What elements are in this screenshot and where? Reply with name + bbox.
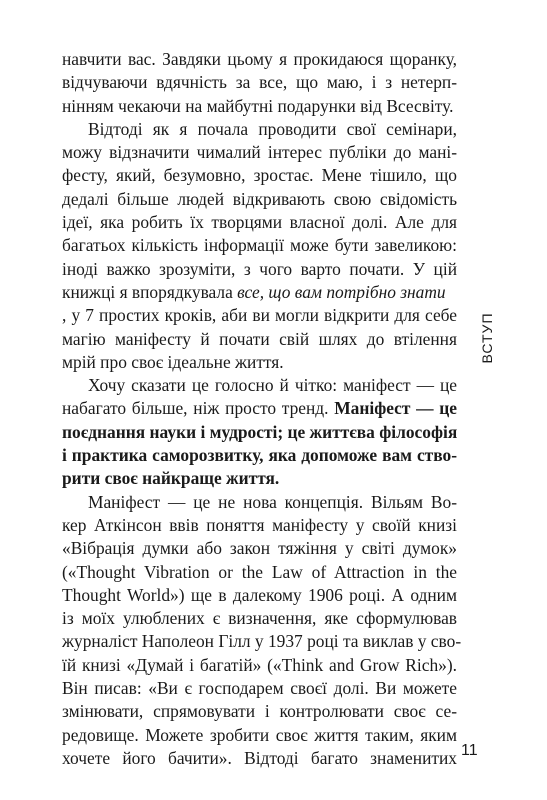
bold-line [62, 444, 457, 467]
text-line [62, 48, 457, 71]
text-span: іноді важко зрозуміти, з чого варто почати. У цій [62, 258, 457, 279]
text-span: ідеї, яка робить їх творцями власної долі. Але для [62, 212, 457, 233]
text-line [62, 537, 457, 560]
text-line [62, 561, 457, 584]
text-line [62, 584, 457, 607]
text-span: Маніфест — це не нова концепція. Вільям Во- [88, 491, 457, 512]
text-span: дедалі більше людей відкривають свою свідомість [62, 188, 457, 209]
text-line [62, 607, 457, 630]
text-span: магію маніфесту й почати свій шлях до втілення [62, 328, 457, 349]
page-number: 11 [461, 742, 478, 759]
bold-line [62, 467, 457, 490]
text-line [62, 141, 457, 164]
paragraph-first-line [62, 118, 457, 141]
text-span: Thought World») ще в далекому 1906 році. А одним [62, 584, 457, 605]
text-span: багатьох кількість інформації може бути завеликою: [62, 235, 457, 256]
bold-phrase: Маніфест — це [334, 398, 457, 419]
text-span: мрій про своє ідеальне життя. [62, 351, 284, 372]
text-line [62, 234, 457, 257]
text-span: поєднання науки і мудрості; це життєва філософія [62, 421, 458, 442]
text-span: можу відзначити чималий інтерес публіки до мані- [62, 142, 457, 163]
text-line [62, 71, 457, 94]
paragraph-first-line [62, 491, 457, 514]
text-line [62, 281, 457, 304]
text-span: набагато більше, ніж просто тренд. [62, 398, 335, 419]
text-span: фесту, який, безумовно, зростає. Мене тішило, що [62, 165, 457, 186]
text-line [62, 95, 457, 118]
text-line [62, 397, 457, 420]
text-line [62, 211, 457, 234]
text-span: («Thought Vibration or the Law of Attraction in the [62, 561, 457, 582]
text-line [62, 677, 457, 700]
text-span: редовище. Можете зробити своє життя таким, яким [62, 724, 457, 745]
text-span: нінням чекаючи на майбутні подарунки від Всесвіту. [62, 95, 454, 116]
text-line [62, 164, 457, 187]
text-span: змінювати, спрямовувати і контролювати своє се- [62, 701, 457, 722]
text-span: , у 7 простих кроків, аби ви могли відкрити для себе [62, 305, 457, 326]
italic-phrase: все, що вам потрібно знати [237, 281, 446, 302]
text-line [62, 630, 462, 653]
body-text [62, 48, 462, 770]
bold-line [62, 421, 457, 444]
text-line [62, 514, 457, 537]
text-span: навчити вас. Завдяки цьому я прокидаюся щоранку, [62, 49, 457, 69]
text-span: Він писав: «Ви є господарем своєї долі. Ви можете [62, 678, 457, 699]
paragraph-first-line [62, 374, 457, 397]
text-line [62, 654, 457, 677]
text-span: із моїх улюблених є визначення, яке сформулював [62, 608, 457, 629]
text-span: кер Аткінсон ввів поняття маніфесту у своїй книзі [62, 514, 457, 535]
text-span: «Вібрація думки або закон тяжіння у світі думок» [62, 538, 457, 559]
section-label: ВСТУП [479, 312, 495, 364]
text-line [62, 304, 457, 327]
text-span: Хочу сказати це голосно й чітко: маніфест — це [88, 375, 457, 396]
text-span: Відтоді як я почала проводити свої семінари, [88, 118, 457, 139]
text-line [62, 700, 457, 723]
text-span: журналіст Наполеон Гілл у 1937 році та виклав у сво- [62, 631, 462, 652]
text-line [62, 747, 457, 770]
text-line [62, 724, 457, 747]
text-span: відчуваючи вдячність за все, що маю, і з нетерп- [62, 72, 457, 93]
text-span: рити своє найкраще життя. [62, 468, 280, 489]
text-span: хочете його бачити». Відтоді багато знаменитих [62, 747, 457, 768]
text-span: і практика саморозвитку, яка допоможе вам ство- [62, 445, 457, 466]
text-span: їй книзі «Думай і багатій» («Think and Grow Rich»). [62, 654, 457, 675]
text-line [62, 258, 457, 281]
text-line [62, 328, 457, 351]
text-span: книжці я впорядкувала [62, 281, 238, 302]
text-line [62, 351, 457, 374]
text-line [62, 188, 457, 211]
